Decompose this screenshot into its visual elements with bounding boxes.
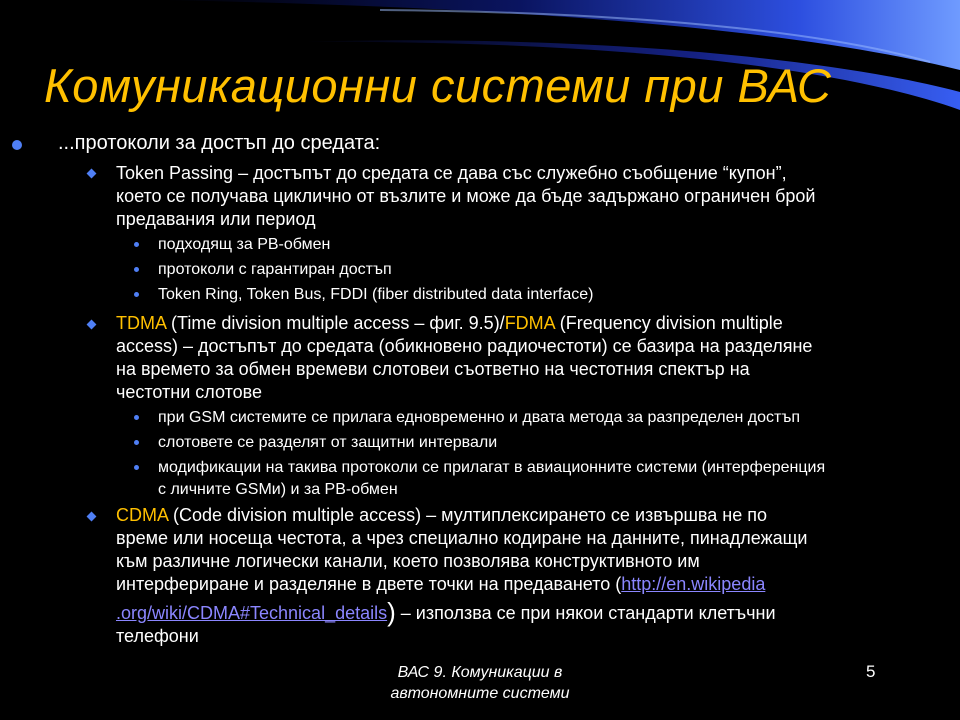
cdma-line-5 [116, 597, 952, 627]
tdma-sub-3 [158, 457, 948, 501]
tdma-sub-3-line-2: с личните GSMи) и за РВ-обмен [158, 481, 398, 498]
tdma-line-2: access) – достъпът до средата (обикновено радиочестоти) се базира на разделяне [116, 336, 813, 356]
tdma-term: TDMA [116, 313, 167, 333]
slide-title: Комуникационни системи при ВАС [44, 59, 832, 112]
tdma-line-4: честотни слотове [116, 382, 263, 402]
token-line-2: което се получава циклично от възлите и може да бъде задържано ограничен брой [116, 186, 816, 206]
dot-bullet-icon [134, 242, 139, 247]
cdma-line-3: към различне логически канали, което позволява конструктивното им [116, 551, 700, 571]
token-passing-item [116, 162, 952, 231]
footer-line-1: ВАС 9. Комуникации в [397, 664, 563, 681]
page-number: 5 [866, 662, 876, 681]
token-line-3: предавания или период [116, 209, 316, 229]
token-sub-3: Token Ring, Token Bus, FDDI (fiber distributed data interface) [158, 286, 594, 303]
cdma-rest: (Code division multiple access) – мултиплексирането се извършва не по [168, 505, 767, 525]
cdma-term: CDMA [116, 505, 169, 525]
cdma-line-2: време или носеща честота, а чрез специално кодиране на данните, пинадлежащи [116, 528, 808, 548]
tdma-line-3: на времето за обмен времеви слотовеи съответно на честотния спектър на [116, 359, 750, 379]
tdma-rest: (Frequency division multiple [554, 313, 783, 333]
intro-line: ...протоколи за достъп до средата: [58, 132, 381, 154]
tdma-mid: (Time division multiple access – фиг. 9.5)/ [166, 313, 505, 333]
wikipedia-link-part-1[interactable]: http://en.wikipedia [621, 574, 766, 594]
cdma-line-1 [116, 504, 952, 527]
tdma-sub-1: при GSM системите се прилага едновременно и двата метода за разпределен достъп [158, 409, 800, 426]
diamond-bullet-icon [87, 169, 97, 179]
token-sub-2: протоколи с гарантиран достъп [158, 261, 392, 278]
footer-line-2: автономните системи [390, 685, 570, 702]
dot-bullet-icon [134, 465, 139, 470]
tdma-item [116, 312, 952, 404]
cdma-line-5-rest: – използва се при някои стандарти клетъчни [395, 603, 776, 623]
cdma-item [116, 504, 952, 648]
dot-bullet-icon [134, 267, 139, 272]
tdma-sub-3-line-1: модификации на такива протоколи се прилагат в авиационните системи (интерференция [158, 459, 826, 476]
cdma-line-4-text: интерфериране и разделяне в двете точки на предаването ( [116, 574, 622, 594]
dot-bullet-icon [134, 292, 139, 297]
dot-bullet-icon [134, 440, 139, 445]
token-sub-1: подходящ за РВ-обмен [158, 236, 331, 253]
fdma-term: FDMA [504, 313, 555, 333]
token-line-1: Token Passing – достъпът до средата се дава със служебно съобщение “купон”, [116, 163, 787, 183]
diamond-bullet-icon [87, 512, 97, 522]
tdma-line-1 [116, 312, 952, 335]
closing-paren: ) [387, 597, 396, 627]
wikipedia-link-part-2[interactable]: .org/wiki/CDMA#Technical_details [116, 603, 388, 623]
level1-bullet-icon [12, 140, 22, 150]
diamond-bullet-icon [87, 320, 97, 330]
cdma-line-6: телефони [116, 626, 199, 646]
slide-footer [360, 662, 600, 704]
dot-bullet-icon [134, 415, 139, 420]
cdma-line-4 [116, 573, 952, 596]
tdma-sub-2: слотовете се разделят от защитни интервали [158, 434, 498, 451]
